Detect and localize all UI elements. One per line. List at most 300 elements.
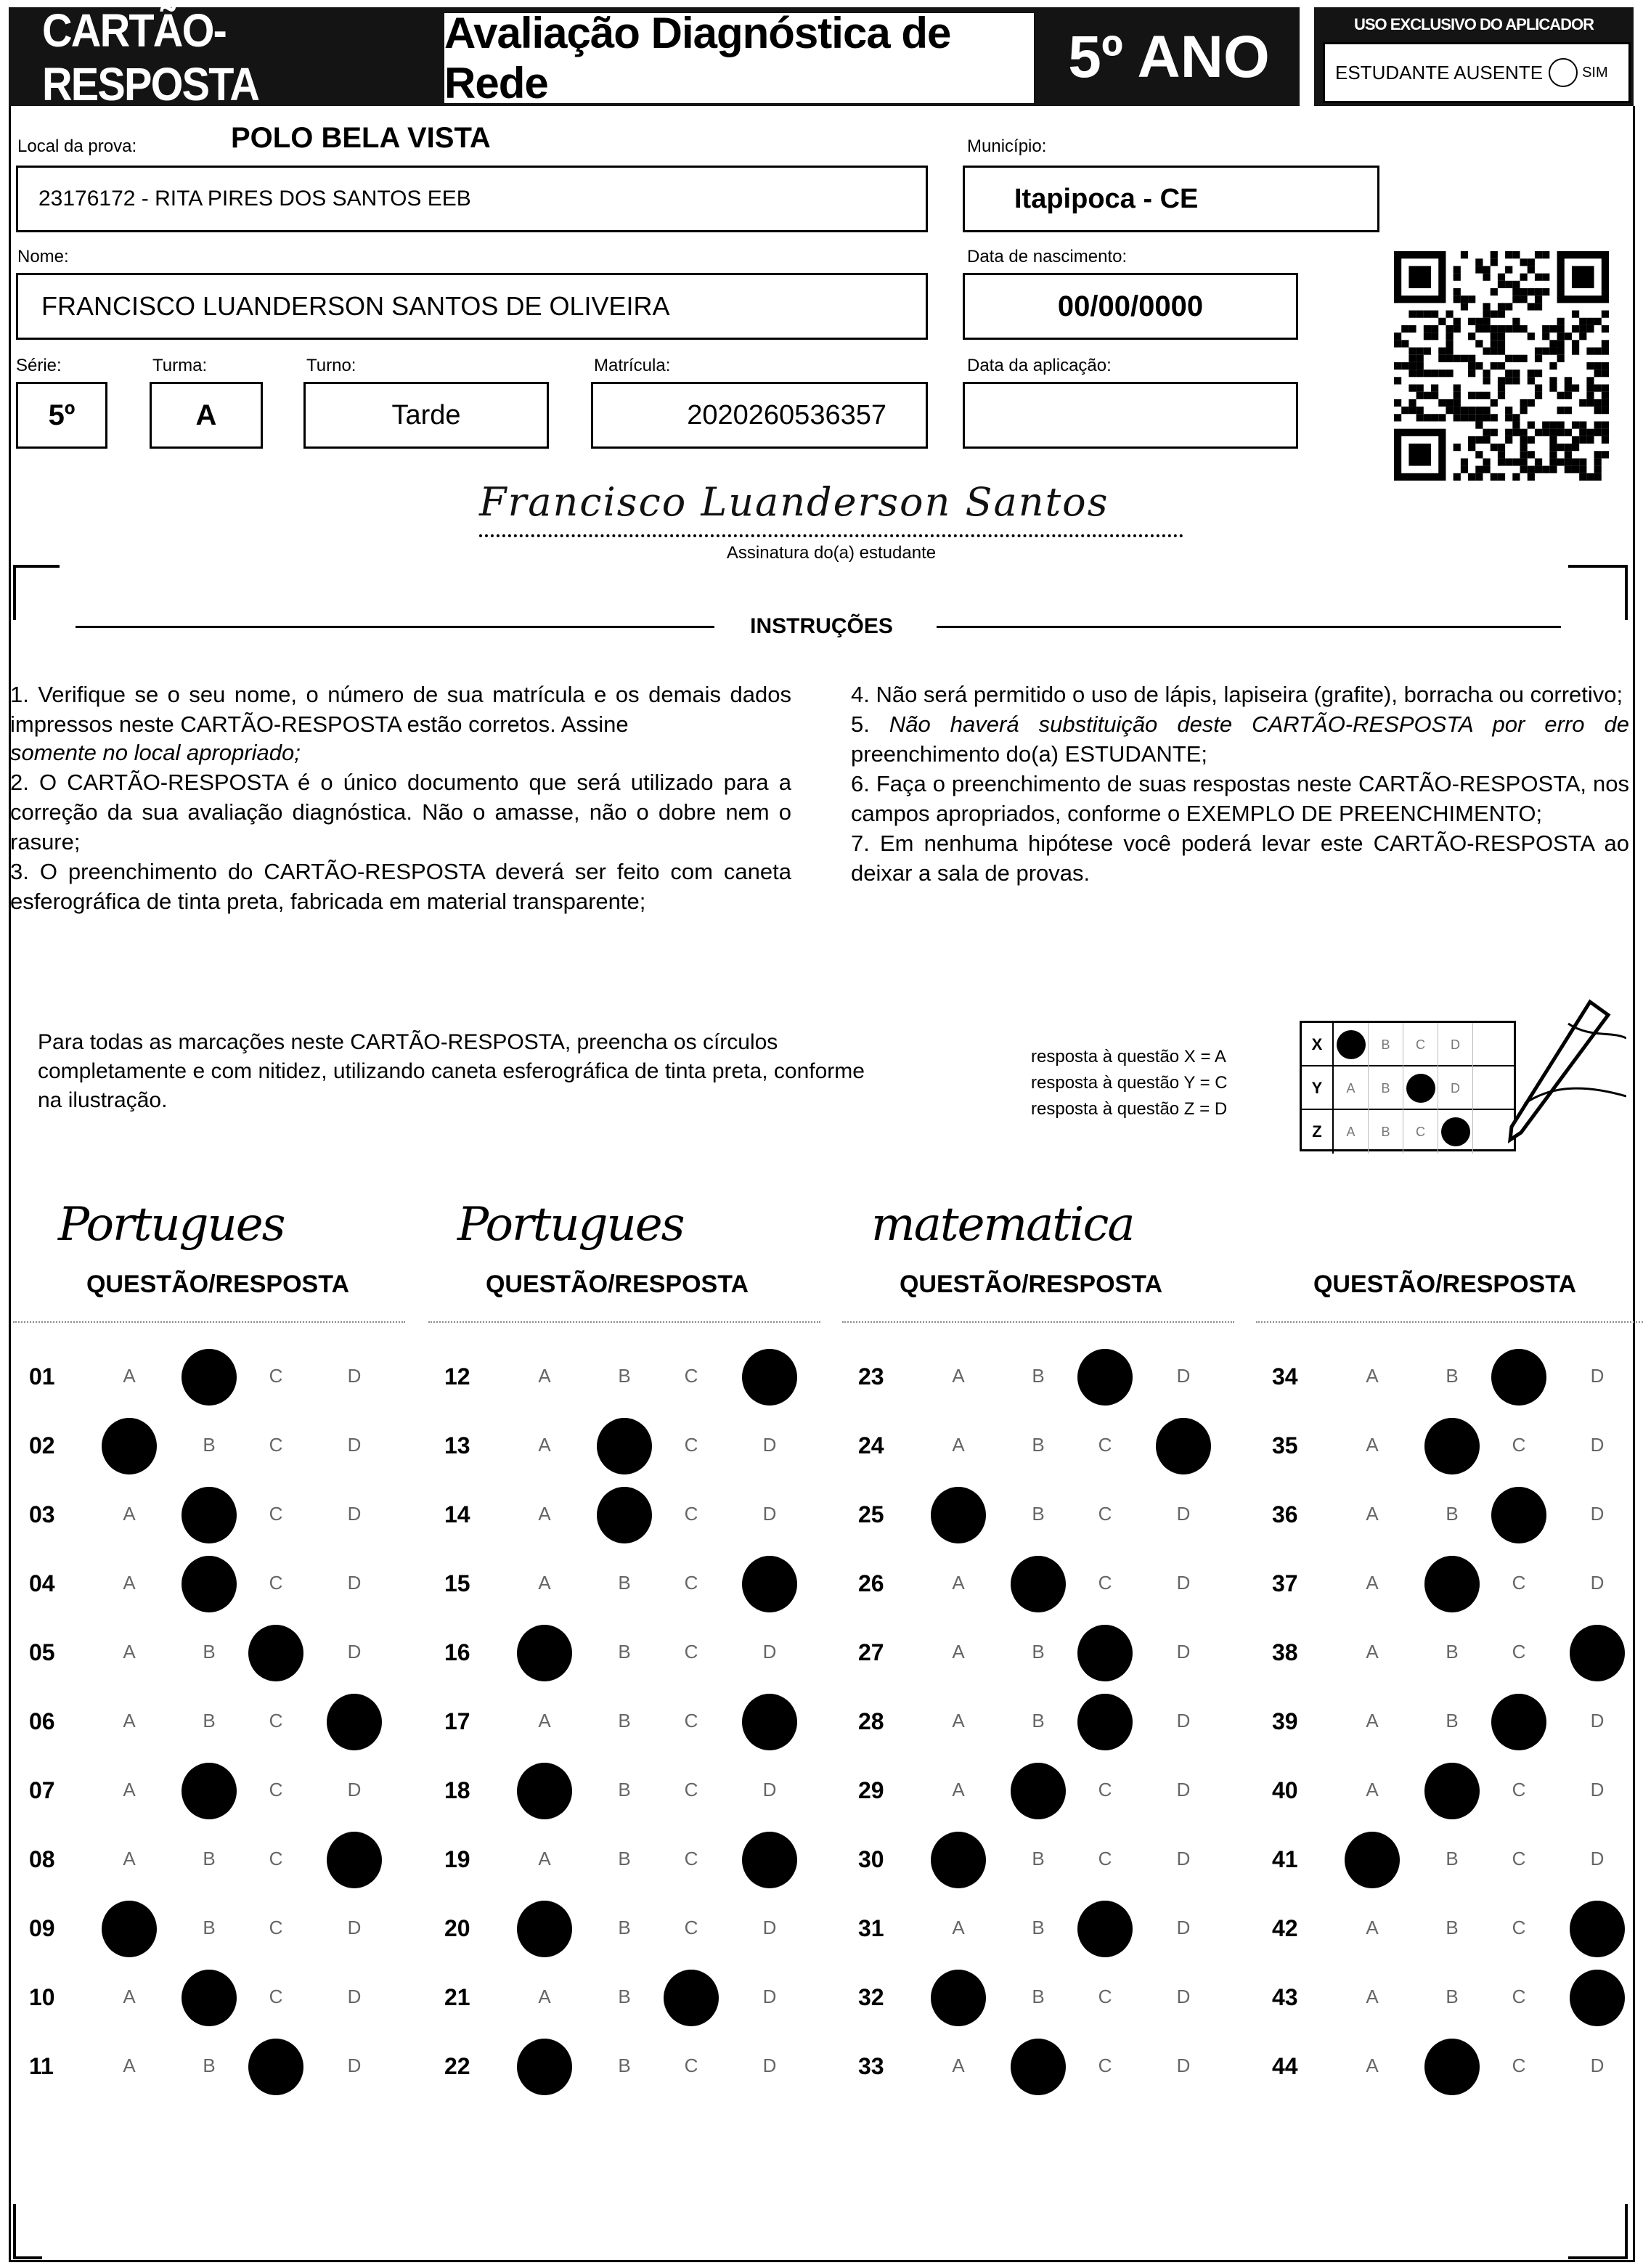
municipio-label: Município:	[967, 136, 1047, 156]
option-bubble[interactable]: B	[618, 1572, 631, 1594]
question-row	[842, 1345, 1234, 1413]
question-row	[1256, 1689, 1643, 1758]
matricula-label: Matrícula:	[594, 356, 671, 375]
question-number: 05	[29, 1639, 55, 1665]
question-number: 39	[1272, 1708, 1298, 1734]
question-row	[1256, 2034, 1643, 2102]
option-bubble[interactable]: B	[618, 1779, 631, 1800]
question-number: 21	[444, 1984, 470, 2010]
filled-bubble[interactable]	[182, 1487, 237, 1543]
turma-field	[150, 382, 263, 449]
question-number: 09	[29, 1915, 55, 1941]
instruction-5	[851, 709, 1629, 769]
filled-bubble[interactable]	[248, 2039, 303, 2095]
option-bubble[interactable]: B	[618, 2055, 631, 2076]
option-bubble[interactable]: C	[684, 1365, 698, 1387]
filled-bubble[interactable]	[742, 1349, 797, 1406]
question-row	[428, 1827, 820, 1896]
option-bubble[interactable]: D	[1176, 1710, 1191, 1731]
option-bubble[interactable]: A	[123, 1572, 136, 1594]
nome-field	[16, 273, 928, 340]
question-row	[842, 1482, 1234, 1551]
question-row	[13, 1345, 405, 1413]
filled-bubble[interactable]	[102, 1901, 157, 1957]
question-row	[428, 1551, 820, 1620]
filled-bubble[interactable]	[327, 1694, 382, 1750]
question-number: 17	[444, 1708, 470, 1734]
question-row	[13, 1689, 405, 1758]
option-bubble[interactable]: A	[1366, 2055, 1379, 2076]
example-option	[1403, 1066, 1438, 1110]
option-bubble[interactable]: B	[1032, 1917, 1045, 1938]
example-filled-bubble	[1337, 1030, 1366, 1059]
filled-bubble[interactable]	[1011, 1763, 1066, 1819]
filled-bubble[interactable]	[1424, 1763, 1480, 1819]
example-option	[1334, 1023, 1369, 1066]
option-bubble[interactable]: A	[123, 1779, 136, 1800]
question-number: 08	[29, 1846, 55, 1872]
option-bubble[interactable]: D	[1176, 1917, 1191, 1938]
question-number: 36	[1272, 1501, 1298, 1527]
handwritten-subject: Portugues	[58, 1198, 285, 1252]
filled-bubble[interactable]	[1491, 1487, 1546, 1543]
filled-bubble[interactable]	[1491, 1694, 1546, 1750]
option-bubble[interactable]: D	[1176, 1572, 1191, 1594]
option-bubble[interactable]: A	[952, 2055, 965, 2076]
question-row	[428, 1965, 820, 2034]
column-header: QUESTÃO/RESPOSTA	[86, 1270, 350, 1298]
option-bubble[interactable]: A	[1366, 1641, 1379, 1663]
question-row	[13, 1482, 405, 1551]
option-bubble[interactable]: C	[1098, 1572, 1112, 1594]
option-bubble[interactable]: C	[684, 1434, 698, 1456]
option-bubble[interactable]: A	[123, 1710, 136, 1731]
option-bubble[interactable]: D	[762, 1779, 777, 1800]
question-row	[1256, 1345, 1643, 1413]
option-bubble[interactable]: B	[618, 1986, 631, 2007]
option-bubble[interactable]: C	[684, 1848, 698, 1869]
question-row	[1256, 1551, 1643, 1620]
option-bubble[interactable]: B	[618, 1710, 631, 1731]
option-bubble[interactable]: C	[1512, 1848, 1526, 1869]
answer-column	[13, 1321, 405, 2091]
option-bubble[interactable]: B	[618, 1365, 631, 1387]
instruction-1-emphasis: somente no local apropriado;	[10, 740, 301, 765]
question-number: 01	[29, 1363, 55, 1390]
option-bubble[interactable]: B	[1032, 1434, 1045, 1456]
option-bubble[interactable]: C	[1512, 2055, 1526, 2076]
option-bubble[interactable]: C	[684, 1710, 698, 1731]
question-number: 22	[444, 2053, 470, 2079]
option-bubble[interactable]: C	[269, 1986, 283, 2007]
question-number: 31	[858, 1915, 884, 1941]
example-row-label: X	[1302, 1023, 1334, 1066]
filled-bubble[interactable]	[1077, 1625, 1133, 1681]
question-row	[13, 1620, 405, 1689]
example-option	[1334, 1066, 1369, 1110]
question-number: 37	[1272, 1570, 1298, 1596]
card-title: CARTÃO-RESPOSTA	[42, 4, 259, 110]
matricula-value: 2020260536357	[687, 399, 886, 431]
filled-bubble[interactable]	[182, 1556, 237, 1612]
filled-bubble[interactable]	[182, 1349, 237, 1406]
question-row	[428, 1758, 820, 1827]
option-bubble[interactable]: D	[347, 1503, 362, 1525]
handwritten-subject: matematica	[871, 1198, 1134, 1252]
question-row	[13, 1758, 405, 1827]
option-bubble[interactable]: B	[203, 1641, 216, 1663]
option-bubble[interactable]: D	[347, 1986, 362, 2007]
option-bubble[interactable]: C	[269, 1503, 283, 1525]
option-bubble[interactable]: D	[1176, 1503, 1191, 1525]
example-option-letter: C	[1416, 1124, 1425, 1139]
filled-bubble[interactable]	[1570, 1625, 1625, 1681]
option-bubble[interactable]: D	[1590, 1779, 1605, 1800]
option-bubble[interactable]: D	[1176, 1986, 1191, 2007]
question-row	[428, 1414, 820, 1482]
option-bubble[interactable]: C	[269, 1917, 283, 1938]
instructions-right	[851, 680, 1629, 888]
option-bubble[interactable]: B	[1032, 1848, 1045, 1869]
option-bubble[interactable]: D	[1590, 2055, 1605, 2076]
question-number: 14	[444, 1501, 470, 1527]
option-bubble[interactable]: C	[1098, 1779, 1112, 1800]
option-bubble[interactable]: D	[1176, 1848, 1191, 1869]
question-number: 41	[1272, 1846, 1298, 1872]
column-header: QUESTÃO/RESPOSTA	[485, 1270, 749, 1298]
option-bubble[interactable]: D	[1590, 1848, 1605, 1869]
question-row	[428, 1482, 820, 1551]
option-bubble[interactable]: D	[347, 1434, 362, 1456]
municipio-field	[963, 166, 1379, 232]
nascimento-label: Data de nascimento:	[967, 247, 1128, 266]
filled-bubble[interactable]	[931, 1487, 986, 1543]
question-row	[13, 2034, 405, 2102]
option-bubble[interactable]: B	[1446, 1503, 1459, 1525]
instruction-7: 7. Em nenhuma hipótese você poderá levar este CARTÃO-RESPOSTA ao deixar a sala de provas.	[851, 831, 1629, 886]
option-bubble[interactable]: C	[1098, 1503, 1112, 1525]
option-bubble[interactable]: A	[1366, 1503, 1379, 1525]
option-bubble[interactable]: C	[269, 1572, 283, 1594]
option-bubble[interactable]: C	[269, 1710, 283, 1731]
option-bubble[interactable]: A	[123, 1986, 136, 2007]
filled-bubble[interactable]	[1424, 2039, 1480, 2095]
turma-label: Turma:	[152, 356, 208, 375]
filled-bubble[interactable]	[1424, 1556, 1480, 1612]
instructions-left	[10, 680, 791, 916]
question-number: 15	[444, 1570, 470, 1596]
option-bubble[interactable]: D	[1590, 1503, 1605, 1525]
question-row	[842, 1414, 1234, 1482]
option-bubble[interactable]: D	[1176, 1641, 1191, 1663]
qr-code-icon	[1394, 251, 1609, 481]
option-bubble[interactable]: A	[538, 1848, 551, 1869]
option-bubble[interactable]: B	[1446, 1710, 1459, 1731]
serie-value: 5º	[48, 399, 76, 431]
filled-bubble[interactable]	[742, 1556, 797, 1612]
question-row	[13, 1896, 405, 1965]
option-bubble[interactable]: C	[1512, 1434, 1526, 1456]
instructions-title: INSTRUÇÕES	[750, 614, 893, 638]
option-bubble[interactable]: B	[618, 1917, 631, 1938]
option-bubble[interactable]: A	[952, 1434, 965, 1456]
question-row	[842, 1620, 1234, 1689]
instruction-5-tail: preenchimento do(a) ESTUDANTE;	[851, 741, 1208, 767]
question-row	[842, 2034, 1234, 2102]
student-signature: Francisco Luanderson Santos	[479, 479, 1109, 525]
question-number: 27	[858, 1639, 884, 1665]
question-number: 43	[1272, 1984, 1298, 2010]
option-bubble[interactable]: C	[269, 1848, 283, 1869]
filled-bubble[interactable]	[517, 2039, 572, 2095]
option-bubble[interactable]: B	[203, 2055, 216, 2076]
question-row	[428, 1620, 820, 1689]
option-bubble[interactable]: B	[1032, 1503, 1045, 1525]
filled-bubble[interactable]	[1077, 1694, 1133, 1750]
aplicacao-label: Data da aplicação:	[967, 356, 1112, 375]
option-bubble[interactable]: A	[1366, 1572, 1379, 1594]
option-bubble[interactable]: C	[1512, 1641, 1526, 1663]
option-bubble[interactable]: C	[684, 1572, 698, 1594]
turno-value: Tarde	[391, 399, 461, 431]
option-bubble[interactable]: A	[538, 1572, 551, 1594]
option-bubble[interactable]: D	[347, 1779, 362, 1800]
example-row-label: Y	[1302, 1066, 1334, 1110]
option-bubble[interactable]: D	[1176, 1779, 1191, 1800]
option-bubble[interactable]: A	[952, 1710, 965, 1731]
filled-bubble[interactable]	[931, 1832, 986, 1888]
example-option	[1403, 1023, 1438, 1066]
question-number: 33	[858, 2053, 884, 2079]
question-row	[13, 1551, 405, 1620]
question-number: 44	[1272, 2053, 1298, 2079]
option-bubble[interactable]: D	[1590, 1572, 1605, 1594]
filled-bubble[interactable]	[182, 1763, 237, 1819]
option-bubble[interactable]: C	[269, 1434, 283, 1456]
option-bubble[interactable]: D	[762, 2055, 777, 2076]
option-bubble[interactable]: D	[347, 1917, 362, 1938]
option-bubble[interactable]: D	[347, 1572, 362, 1594]
local-label: Local da prova:	[17, 136, 137, 156]
example-option-letter: A	[1346, 1080, 1355, 1096]
municipio-value: Itapipoca - CE	[1014, 183, 1199, 214]
example-option	[1369, 1066, 1403, 1110]
filled-bubble[interactable]	[102, 1418, 157, 1474]
option-bubble[interactable]: D	[1176, 1365, 1191, 1387]
option-bubble[interactable]: A	[1366, 1986, 1379, 2007]
option-bubble[interactable]: B	[1032, 1641, 1045, 1663]
option-bubble[interactable]: C	[684, 1917, 698, 1938]
absent-bubble[interactable]	[1549, 58, 1578, 87]
option-bubble[interactable]: B	[618, 1641, 631, 1663]
filled-bubble[interactable]	[1570, 1970, 1625, 2026]
question-number: 30	[858, 1846, 884, 1872]
option-bubble[interactable]: A	[123, 1365, 136, 1387]
turno-label: Turno:	[306, 356, 356, 375]
absent-label: ESTUDANTE AUSENTE	[1335, 61, 1544, 83]
filled-bubble[interactable]	[1570, 1901, 1625, 1957]
filled-bubble[interactable]	[664, 1970, 719, 2026]
option-bubble[interactable]: A	[538, 1986, 551, 2007]
filled-bubble[interactable]	[1345, 1832, 1400, 1888]
instruction-3: 3. O preenchimento do CARTÃO-RESPOSTA deverá ser feito com caneta esferográfica de tinta preta, fabricada em material transparente;	[10, 859, 791, 914]
option-bubble[interactable]: B	[1446, 1917, 1459, 1938]
option-bubble[interactable]: C	[1512, 1917, 1526, 1938]
option-bubble[interactable]: A	[123, 2055, 136, 2076]
question-number: 07	[29, 1777, 55, 1803]
nome-label: Nome:	[17, 247, 69, 266]
option-bubble[interactable]: A	[1366, 1365, 1379, 1387]
option-bubble[interactable]: D	[762, 1986, 777, 2007]
option-bubble[interactable]: D	[762, 1503, 777, 1525]
instruction-5-number: 5.	[851, 711, 870, 737]
option-bubble[interactable]: C	[1098, 1986, 1112, 2007]
option-bubble[interactable]: C	[1098, 1848, 1112, 1869]
filled-bubble[interactable]	[517, 1901, 572, 1957]
option-bubble[interactable]: B	[618, 1848, 631, 1869]
question-number: 04	[29, 1570, 55, 1596]
question-row	[13, 1965, 405, 2034]
option-bubble[interactable]: A	[538, 1503, 551, 1525]
filled-bubble[interactable]	[597, 1418, 652, 1474]
question-row	[1256, 1965, 1643, 2034]
option-bubble[interactable]: B	[1446, 1641, 1459, 1663]
option-bubble[interactable]: A	[1366, 1710, 1379, 1731]
filled-bubble[interactable]	[517, 1763, 572, 1819]
option-bubble[interactable]: B	[1446, 1848, 1459, 1869]
option-bubble[interactable]: A	[952, 1641, 965, 1663]
option-bubble[interactable]: B	[203, 1710, 216, 1731]
filled-bubble[interactable]	[1077, 1349, 1133, 1406]
option-bubble[interactable]: A	[952, 1779, 965, 1800]
filled-bubble[interactable]	[742, 1832, 797, 1888]
option-bubble[interactable]: C	[684, 1641, 698, 1663]
option-bubble[interactable]: B	[203, 1848, 216, 1869]
option-bubble[interactable]: A	[1366, 1779, 1379, 1800]
example-option-letter: B	[1381, 1080, 1390, 1096]
option-bubble[interactable]: C	[269, 1365, 283, 1387]
option-bubble[interactable]: B	[203, 1434, 216, 1456]
question-row	[842, 1896, 1234, 1965]
filled-bubble[interactable]	[182, 1970, 237, 2026]
option-bubble[interactable]: C	[269, 1779, 283, 1800]
option-bubble[interactable]: A	[123, 1503, 136, 1525]
marking-note: Para todas as marcações neste CARTÃO-RESPOSTA, preencha os círculos completamente e com nitidez, utilizando caneta esferográfica de tinta preta, conforme na ilustração.	[38, 1030, 865, 1112]
question-row	[13, 1827, 405, 1896]
option-bubble[interactable]: C	[684, 1503, 698, 1525]
answer-column	[842, 1321, 1234, 2091]
option-bubble[interactable]: A	[123, 1641, 136, 1663]
option-bubble[interactable]: A	[538, 1710, 551, 1731]
question-number: 29	[858, 1777, 884, 1803]
filled-bubble[interactable]	[597, 1487, 652, 1543]
option-bubble[interactable]: B	[1032, 1710, 1045, 1731]
option-bubble[interactable]: D	[762, 1917, 777, 1938]
filled-bubble[interactable]	[742, 1694, 797, 1750]
option-bubble[interactable]: D	[1590, 1365, 1605, 1387]
filled-bubble[interactable]	[327, 1832, 382, 1888]
question-row	[1256, 1482, 1643, 1551]
filled-bubble[interactable]	[1077, 1901, 1133, 1957]
filled-bubble[interactable]	[517, 1625, 572, 1681]
option-bubble[interactable]: D	[347, 1641, 362, 1663]
filled-bubble[interactable]	[1011, 1556, 1066, 1612]
serie-label: Série:	[16, 356, 62, 375]
example-option	[1369, 1023, 1403, 1066]
option-bubble[interactable]: D	[347, 1365, 362, 1387]
option-bubble[interactable]: A	[952, 1365, 965, 1387]
filled-bubble[interactable]	[931, 1970, 986, 2026]
example-option-letter: B	[1381, 1124, 1390, 1139]
option-bubble[interactable]: B	[1446, 1986, 1459, 2007]
question-number: 18	[444, 1777, 470, 1803]
question-row	[1256, 1620, 1643, 1689]
serie-field	[16, 382, 107, 449]
filled-bubble[interactable]	[1156, 1418, 1211, 1474]
option-bubble[interactable]: D	[347, 2055, 362, 2076]
question-number: 40	[1272, 1777, 1298, 1803]
option-bubble[interactable]: C	[1512, 1572, 1526, 1594]
option-bubble[interactable]: C	[1098, 1434, 1112, 1456]
option-bubble[interactable]: D	[1590, 1710, 1605, 1731]
option-bubble[interactable]: A	[1366, 1434, 1379, 1456]
question-row	[1256, 1758, 1643, 1827]
example-option-letter: D	[1451, 1037, 1460, 1052]
filled-bubble[interactable]	[1011, 2039, 1066, 2095]
question-number: 28	[858, 1708, 884, 1734]
question-row	[428, 1345, 820, 1413]
example-option	[1369, 1110, 1403, 1154]
filled-bubble[interactable]	[1424, 1418, 1480, 1474]
option-bubble[interactable]: C	[1512, 1779, 1526, 1800]
option-bubble[interactable]: B	[1032, 1986, 1045, 2007]
option-bubble[interactable]: B	[203, 1917, 216, 1938]
option-bubble[interactable]: A	[1366, 1917, 1379, 1938]
option-bubble[interactable]: D	[762, 1434, 777, 1456]
option-bubble[interactable]: D	[1590, 1434, 1605, 1456]
question-row	[428, 1896, 820, 1965]
question-row	[842, 1965, 1234, 2034]
option-bubble[interactable]: A	[952, 1572, 965, 1594]
instruction-4: 4. Não será permitido o uso de lápis, lapiseira (grafite), borracha ou corretivo;	[851, 682, 1623, 707]
option-bubble[interactable]: D	[1176, 2055, 1191, 2076]
handwritten-subject: Portugues	[457, 1198, 684, 1252]
option-bubble[interactable]: B	[1446, 1365, 1459, 1387]
question-number: 25	[858, 1501, 884, 1527]
filled-bubble[interactable]	[248, 1625, 303, 1681]
example-filled-bubble	[1406, 1074, 1435, 1103]
option-bubble[interactable]: B	[1032, 1365, 1045, 1387]
question-number: 03	[29, 1501, 55, 1527]
option-bubble[interactable]: D	[762, 1641, 777, 1663]
question-number: 20	[444, 1915, 470, 1941]
filled-bubble[interactable]	[1491, 1349, 1546, 1406]
option-bubble[interactable]: C	[684, 1779, 698, 1800]
option-bubble[interactable]: A	[538, 1434, 551, 1456]
question-number: 32	[858, 1984, 884, 2010]
example-legend	[1031, 1044, 1275, 1122]
option-bubble[interactable]: A	[538, 1365, 551, 1387]
corner-mark-br	[1568, 2204, 1628, 2259]
column-header: QUESTÃO/RESPOSTA	[899, 1270, 1163, 1298]
option-bubble[interactable]: A	[123, 1848, 136, 1869]
option-bubble[interactable]: A	[952, 1917, 965, 1938]
answer-column	[1256, 1321, 1643, 2091]
question-number: 34	[1272, 1363, 1298, 1390]
option-bubble[interactable]: C	[1512, 1986, 1526, 2007]
option-bubble[interactable]: C	[1098, 2055, 1112, 2076]
option-bubble[interactable]: C	[684, 2055, 698, 2076]
